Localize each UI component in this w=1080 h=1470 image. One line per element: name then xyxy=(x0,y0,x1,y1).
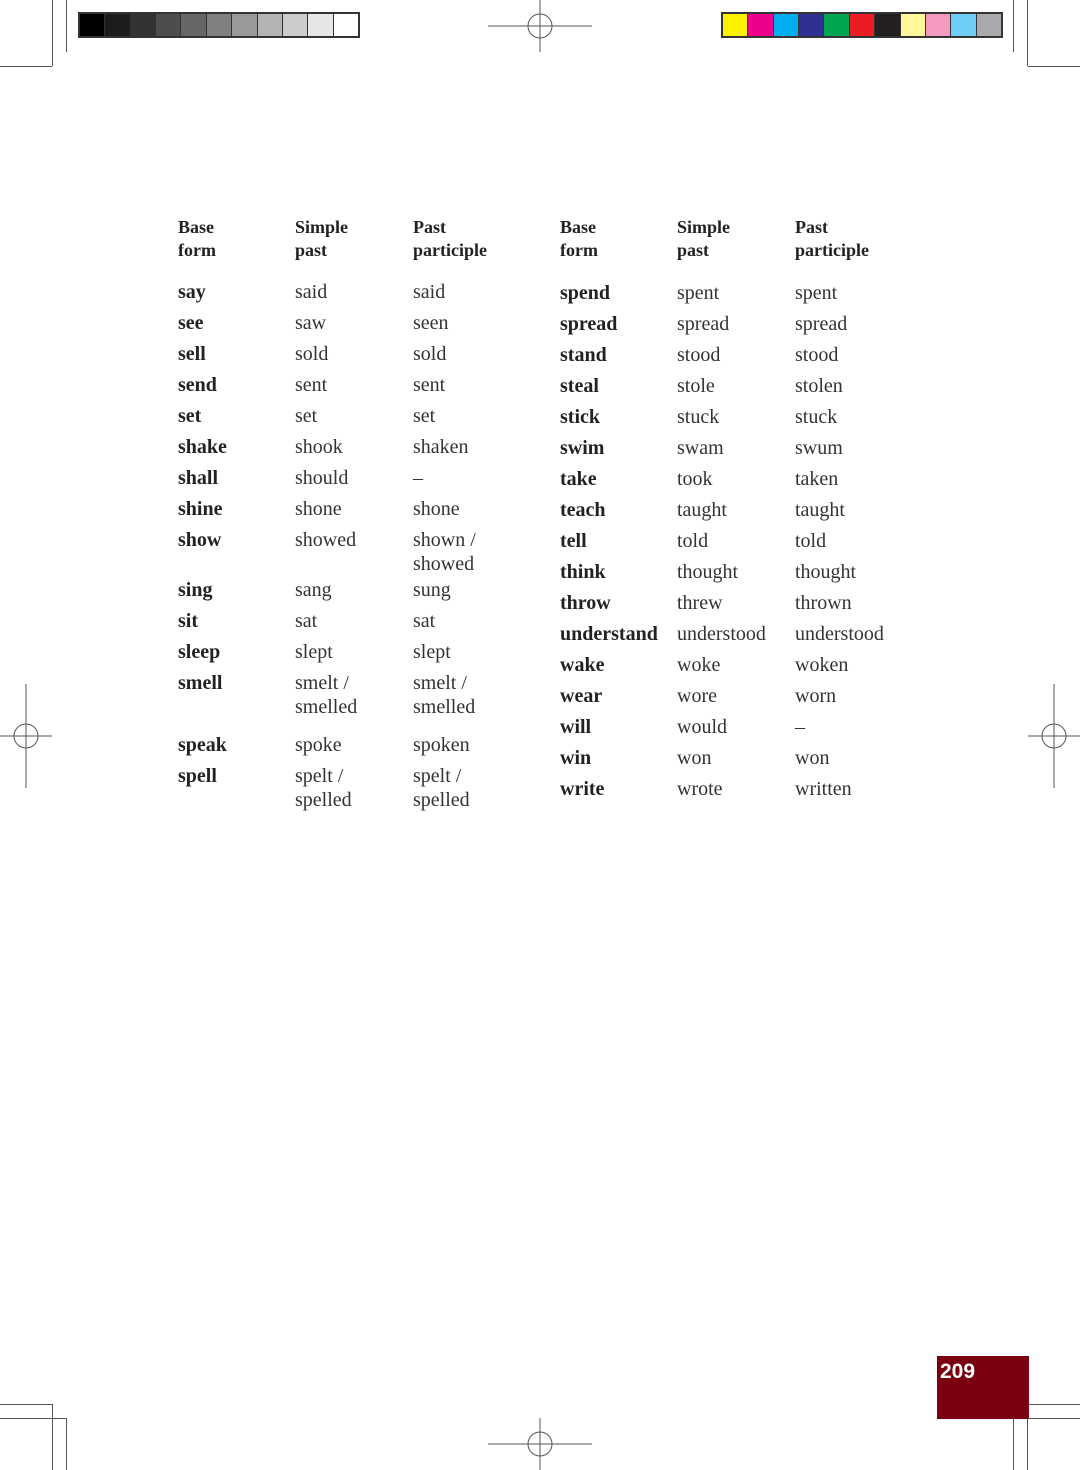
simple-past-cell: stuck xyxy=(677,406,720,428)
base-form-cell: shine xyxy=(178,498,223,520)
past-participle-cell: said xyxy=(413,281,446,303)
past-participle-cell: – xyxy=(413,467,423,489)
past-participle-cell: shown / showed xyxy=(413,529,476,575)
past-participle-cell: stuck xyxy=(795,406,838,428)
page-number: 209 xyxy=(940,1360,976,1383)
color-swatch xyxy=(232,14,257,36)
simple-past-cell: thought xyxy=(677,561,739,583)
past-participle-cell: spent xyxy=(795,282,838,304)
simple-past-cell: woke xyxy=(677,654,721,676)
base-form-cell: write xyxy=(560,778,605,800)
past-participle-cell: told xyxy=(795,530,827,552)
color-swatch xyxy=(774,14,799,36)
header-past-participle: Past participle xyxy=(413,217,487,260)
base-form-cell: speak xyxy=(178,734,227,756)
base-form-cell: sit xyxy=(178,610,198,632)
past-participle-cell: shone xyxy=(413,498,460,520)
color-swatch xyxy=(308,14,333,36)
base-form-cell: show xyxy=(178,529,222,551)
simple-past-cell: shone xyxy=(295,498,342,520)
color-swatch xyxy=(824,14,849,36)
past-participle-cell: stood xyxy=(795,344,839,366)
header-base-form: Base form xyxy=(178,217,216,260)
color-swatch xyxy=(283,14,308,36)
simple-past-cell: wrote xyxy=(677,778,723,800)
header-past-participle: Past participle xyxy=(795,217,869,260)
simple-past-cell: threw xyxy=(677,592,723,614)
past-participle-cell: woken xyxy=(795,654,849,676)
simple-past-cell: sold xyxy=(295,343,329,365)
color-swatch xyxy=(901,14,926,36)
base-form-cell: teach xyxy=(560,499,606,521)
base-form-cell: say xyxy=(178,281,206,303)
past-participle-cell: seen xyxy=(413,312,449,334)
page-number-box xyxy=(937,1356,1029,1419)
simple-past-cell: said xyxy=(295,281,328,303)
past-participle-cell: thought xyxy=(795,561,857,583)
color-swatch-bar xyxy=(721,12,1003,38)
color-swatch xyxy=(748,14,773,36)
simple-past-cell: wore xyxy=(677,685,717,707)
past-participle-cell: swum xyxy=(795,437,843,459)
past-participle-cell: slept xyxy=(413,641,451,663)
base-form-cell: win xyxy=(560,747,592,769)
past-participle-cell: sung xyxy=(413,579,451,601)
base-form-cell: sleep xyxy=(178,641,221,663)
color-swatch xyxy=(951,14,976,36)
base-form-cell: shake xyxy=(178,436,227,458)
simple-past-cell: spoke xyxy=(295,734,342,756)
simple-past-cell: won xyxy=(677,747,712,769)
past-participle-cell: – xyxy=(795,716,805,738)
registration-mark-left-icon xyxy=(0,684,52,788)
base-form-cell: throw xyxy=(560,592,611,614)
past-participle-cell: shaken xyxy=(413,436,469,458)
simple-past-cell: sent xyxy=(295,374,328,396)
color-swatch xyxy=(977,14,1001,36)
base-form-cell: will xyxy=(560,716,592,738)
simple-past-cell: spelt / spelled xyxy=(295,765,352,811)
simple-past-cell: slept xyxy=(295,641,333,663)
base-form-cell: sing xyxy=(178,579,213,601)
past-participle-cell: set xyxy=(413,405,436,427)
base-form-cell: take xyxy=(560,468,597,490)
simple-past-cell: stole xyxy=(677,375,715,397)
base-form-cell: wear xyxy=(560,685,603,707)
simple-past-cell: told xyxy=(677,530,709,552)
base-form-cell: send xyxy=(178,374,217,396)
simple-past-cell: sang xyxy=(295,579,332,601)
color-swatch xyxy=(875,14,900,36)
color-swatch xyxy=(926,14,951,36)
past-participle-cell: spelt / spelled xyxy=(413,765,470,811)
base-form-cell: shall xyxy=(178,467,219,489)
simple-past-cell: shook xyxy=(295,436,343,458)
past-participle-cell: spread xyxy=(795,313,848,335)
base-form-cell: stand xyxy=(560,344,607,366)
past-participle-cell: sat xyxy=(413,610,436,632)
base-form-cell: smell xyxy=(178,672,223,694)
color-swatch xyxy=(258,14,283,36)
past-participle-cell: written xyxy=(795,778,852,800)
base-form-cell: steal xyxy=(560,375,599,397)
past-participle-cell: stolen xyxy=(795,375,843,397)
simple-past-cell: showed xyxy=(295,529,357,551)
base-form-cell: understand xyxy=(560,623,658,645)
simple-past-cell: stood xyxy=(677,344,721,366)
registration-mark-right-icon xyxy=(1028,684,1080,788)
color-swatch xyxy=(207,14,232,36)
simple-past-cell: saw xyxy=(295,312,327,334)
simple-past-cell: taught xyxy=(677,499,727,521)
past-participle-cell: smelt / smelled xyxy=(413,672,476,718)
past-participle-cell: sent xyxy=(413,374,446,396)
registration-mark-top-icon xyxy=(488,0,592,52)
color-swatch xyxy=(80,14,105,36)
color-swatch xyxy=(156,14,181,36)
header-simple-past: Simple past xyxy=(677,217,731,260)
past-participle-cell: taken xyxy=(795,468,839,490)
base-form-cell: swim xyxy=(560,437,605,459)
simple-past-cell: set xyxy=(295,405,318,427)
color-swatch xyxy=(131,14,156,36)
registration-mark-bottom-icon xyxy=(488,1418,592,1470)
color-swatch xyxy=(850,14,875,36)
base-form-cell: think xyxy=(560,561,606,583)
header-base-form: Base form xyxy=(560,217,598,260)
base-form-cell: stick xyxy=(560,406,600,428)
simple-past-cell: sat xyxy=(295,610,318,632)
simple-past-cell: spread xyxy=(677,313,730,335)
past-participle-cell: thrown xyxy=(795,592,852,614)
base-form-cell: spread xyxy=(560,313,618,335)
past-participle-cell: sold xyxy=(413,343,447,365)
simple-past-cell: should xyxy=(295,467,349,489)
header-simple-past: Simple past xyxy=(295,217,349,260)
color-swatch xyxy=(105,14,130,36)
past-participle-cell: worn xyxy=(795,685,837,707)
simple-past-cell: spent xyxy=(677,282,720,304)
base-form-cell: spell xyxy=(178,765,217,787)
color-swatch xyxy=(334,14,358,36)
color-swatch xyxy=(723,14,748,36)
past-participle-cell: spoken xyxy=(413,734,470,756)
color-swatch xyxy=(181,14,206,36)
base-form-cell: sell xyxy=(178,343,206,365)
grayscale-swatch-bar xyxy=(78,12,360,38)
simple-past-cell: would xyxy=(677,716,727,738)
base-form-cell: wake xyxy=(560,654,605,676)
base-form-cell: spend xyxy=(560,282,611,304)
past-participle-cell: won xyxy=(795,747,830,769)
simple-past-cell: took xyxy=(677,468,713,490)
base-form-cell: see xyxy=(178,312,204,334)
simple-past-cell: swam xyxy=(677,437,724,459)
simple-past-cell: understood xyxy=(677,623,766,645)
base-form-cell: set xyxy=(178,405,202,427)
color-swatch xyxy=(799,14,824,36)
past-participle-cell: taught xyxy=(795,499,845,521)
simple-past-cell: smelt / smelled xyxy=(295,672,358,718)
past-participle-cell: understood xyxy=(795,623,884,645)
base-form-cell: tell xyxy=(560,530,587,552)
